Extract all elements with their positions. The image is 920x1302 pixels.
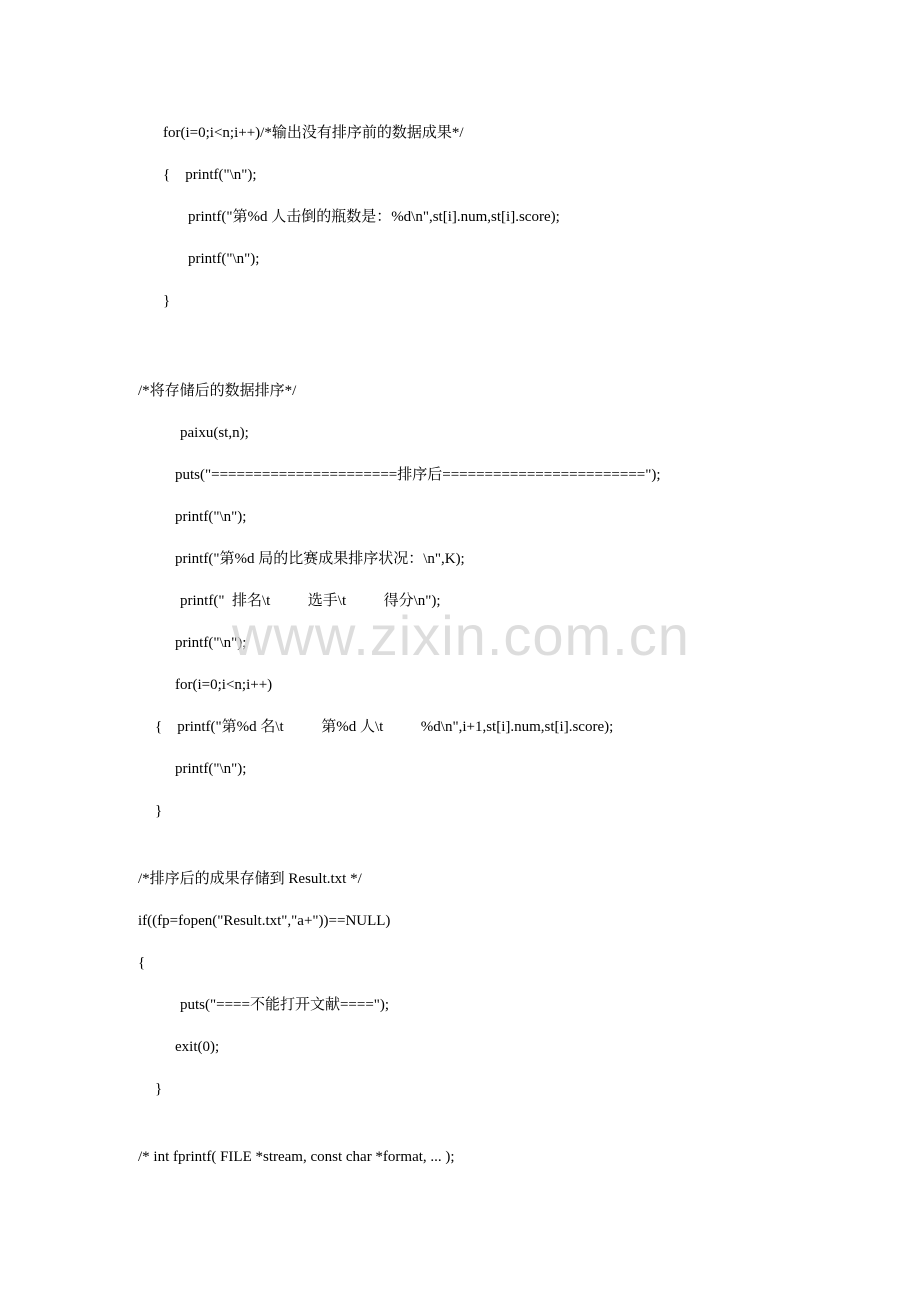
code-line-20: puts("====不能打开文献===="); xyxy=(180,997,390,1013)
code-line-7: paixu(st,n); xyxy=(180,425,249,441)
code-line-19: { xyxy=(138,955,146,971)
code-line-9: printf("\n"); xyxy=(175,509,247,525)
code-line-22: } xyxy=(155,1081,163,1097)
code-line-5: } xyxy=(163,293,171,309)
code-line-1: for(i=0;i<n;i++)/*输出没有排序前的数据成果*/ xyxy=(163,125,464,141)
code-line-14: { printf("第%d 名\t 第%d 人\t %d\n",i+1,st[i].num,st[i].score); xyxy=(155,719,614,735)
code-line-4: printf("\n"); xyxy=(188,251,260,267)
code-line-3: printf("第%d 人击倒的瓶数是：%d\n",st[i].num,st[i].score); xyxy=(188,209,560,225)
code-line-6: /*将存储后的数据排序*/ xyxy=(138,383,297,399)
code-line-11: printf(" 排名\t 选手\t 得分\n"); xyxy=(180,593,441,609)
code-line-8: puts("======================排序后========================"); xyxy=(175,467,661,483)
code-line-18: if((fp=fopen("Result.txt","a+"))==NULL) xyxy=(138,913,391,929)
code-line-15: printf("\n"); xyxy=(175,761,247,777)
code-line-16: } xyxy=(155,803,163,819)
code-line-17: /*排序后的成果存储到 Result.txt */ xyxy=(138,871,362,887)
watermark-text: www.zixin.com.cn xyxy=(232,604,690,667)
code-line-12: printf("\n"); xyxy=(175,635,247,651)
code-line-13: for(i=0;i<n;i++) xyxy=(175,677,273,693)
code-line-23: /* int fprintf( FILE *stream, const char *format, ... ); xyxy=(138,1149,455,1165)
code-line-10: printf("第%d 局的比赛成果排序状况：\n",K); xyxy=(175,551,465,567)
code-line-21: exit(0); xyxy=(175,1039,220,1055)
code-line-2: { printf("\n"); xyxy=(163,167,257,183)
